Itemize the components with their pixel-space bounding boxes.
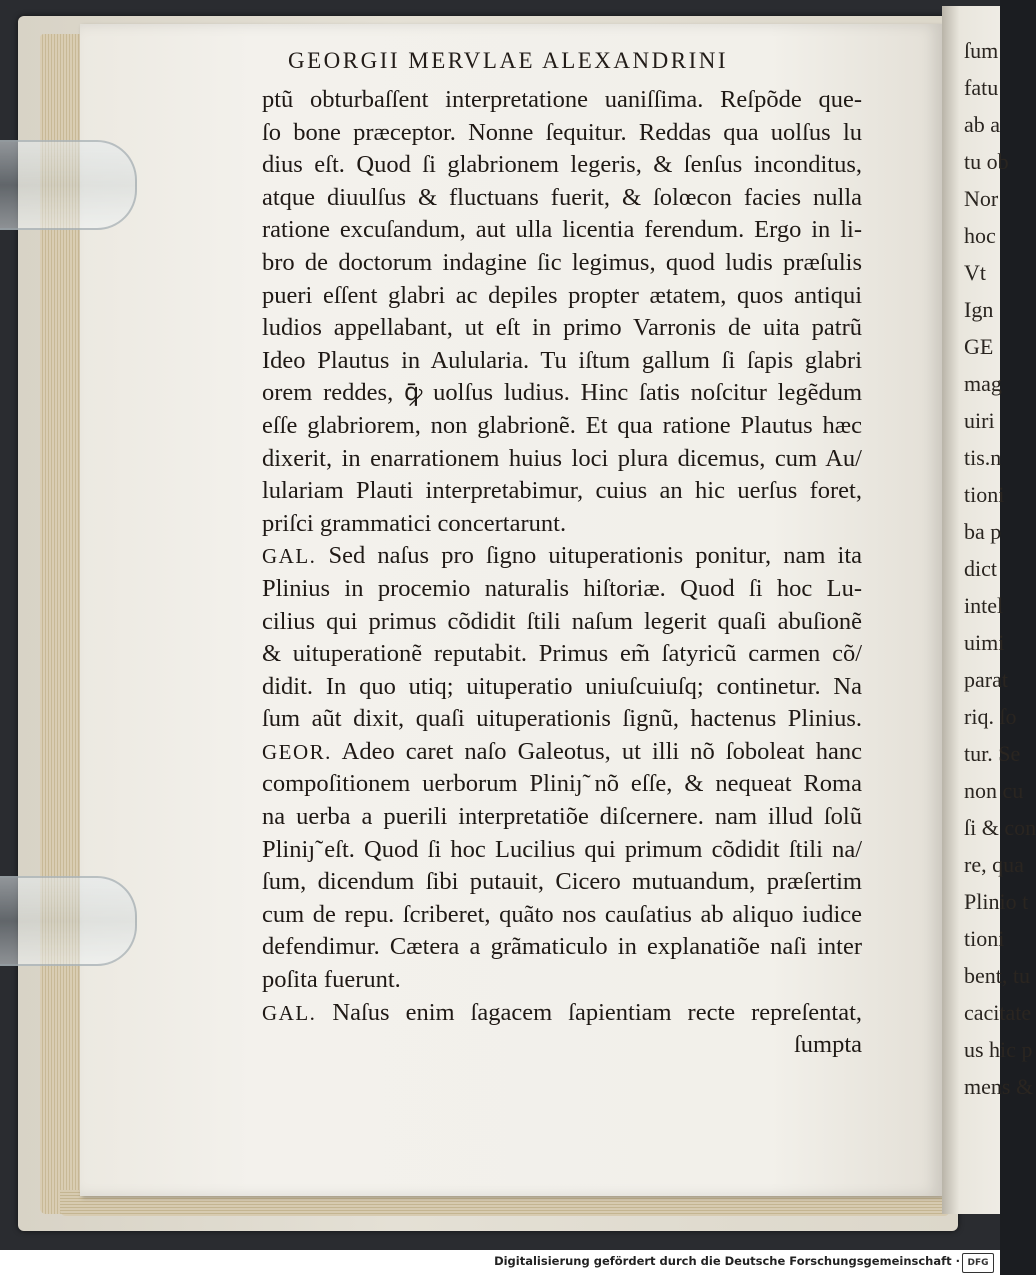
facing-page-fragment: Vt	[964, 260, 986, 285]
text-line: priſci grammatici concertarunt.	[262, 509, 567, 537]
text-line: dius eſt. Quod ſi glabrionem legeris, & ſenſus inconditus,	[262, 151, 862, 179]
page-text	[262, 84, 862, 1062]
speaker-label: GAL.	[262, 1000, 317, 1025]
facing-page-fragment: dict	[964, 556, 997, 581]
facing-page-fragment: uimi	[964, 630, 1005, 655]
facing-page-fragment: mens &	[964, 1074, 1034, 1099]
facing-page-fragment: ſi & con	[964, 815, 1036, 840]
facing-page-fragment: tioni	[964, 482, 1005, 507]
facing-page	[942, 6, 1036, 1214]
text-line: orem reddes, ꝙ̄ uolſus ludius. Hinc ſatis noſcitur legẽdum	[262, 379, 862, 407]
text-line: cum de repu. ſcriberet, quãto nos cauſatius ab aliquo iudice	[262, 900, 862, 928]
catchword: ſumpta	[793, 1031, 862, 1059]
running-head: GEORGII MERVLAE ALEXANDRINI	[288, 48, 729, 73]
facing-page-fragment: bent, tu	[964, 963, 1030, 988]
text-line: didit. In quo utiq; uituperatio uniuſcuiuſq; continetur. Na	[262, 672, 862, 700]
dfg-logo: DFG	[962, 1253, 994, 1273]
text-line: ratione excuſandum, aut ulla licentia ferendum. Ergo in li-	[262, 216, 862, 244]
speaker-label: GEOR.	[262, 739, 332, 764]
facing-page-fragment: intel	[964, 593, 1004, 618]
text-line-content: Adeo caret naſo Galeotus, ut illi nõ ſoboleat hanc	[341, 737, 862, 765]
text-line: defendimur. Cætera a grãmaticulo in explanatiõe naſi inter	[262, 933, 862, 961]
text-line: & uituperationẽ reputabit. Primus em̃ ſatyricũ carmen cõ/	[262, 640, 862, 668]
footer-bar	[0, 1250, 1000, 1275]
facing-page-fragment: re, qua	[964, 852, 1024, 877]
text-line: lulariam Plauti interpretabimur, cuius an hic uerſus foret,	[262, 477, 862, 505]
page-clip-bottom	[0, 876, 137, 966]
facing-page-fragment: riq. ſo	[964, 704, 1017, 729]
facing-page-fragment: tis.n	[964, 445, 1002, 470]
text-line: ſum, dicendum ſibi putauit, Cicero mutuandum, præſertim	[262, 868, 862, 896]
facing-page-fragment: ſum	[964, 38, 999, 63]
funding-credit: Digitalisierung gefördert durch die Deutsche Forschungsgemeinschaft ·	[494, 1254, 960, 1268]
facing-page-fragment: ab a	[964, 112, 1001, 137]
text-line: cilius qui primus cõdidit ſtili naſum legerit quaſi abuſionẽ	[262, 607, 862, 635]
facing-page-fragment: uiri	[964, 408, 995, 433]
text-line: ſum aũt dixit, quaſi uituperationis ſignũ, hactenus Plinius.	[262, 705, 862, 733]
facing-page-fragment: us hic p	[964, 1037, 1033, 1062]
text-line: ptũ obturbaſſent interpretatione uaniſſima. Reſpõde que-	[262, 86, 862, 113]
text-line	[262, 736, 862, 769]
speaker-label: GAL.	[262, 544, 317, 569]
text-line: compoſitionem uerborum Pliniȷ̃ nõ eſſe, & nequeat Roma	[262, 770, 862, 798]
text-line: na uerba a puerili interpretatiõe diſcernere. nam illud ſolũ	[262, 803, 862, 831]
text-line: ſo bone præceptor. Nonne ſequitur. Reddas qua uolſus lu	[262, 118, 862, 146]
facing-page-fragment: Ign	[964, 297, 994, 322]
facing-page-fragment: non cu	[964, 778, 1024, 803]
facing-page-fragment: Nor	[964, 186, 999, 211]
text-line: Pliniȷ̃ eſt. Quod ſi hoc Lucilius qui primum cõdidit ſtili na/	[262, 835, 862, 863]
facing-page-fragment: fatu	[964, 75, 999, 100]
text-line: atque diuulſus & fluctuans fuerit, & ſolœcon facies nulla	[262, 183, 862, 211]
text-line: bro de doctorum indagine ſic legimus, quod ludis præſulis	[262, 248, 862, 276]
facing-page-fragment: tioni	[964, 926, 1005, 951]
facing-page-fragment: cacitate	[964, 1000, 1032, 1025]
text-line: dixerit, in enarrationem huius loci plura dicemus, cum Au/	[262, 444, 862, 472]
facing-page-fragment: Plinio t	[964, 889, 1029, 914]
text-line: Ideo Plautus in Aulularia. Tu iſtum gallum ſi ſapis glabri	[262, 346, 862, 374]
facing-page-fragment: tur. Se	[964, 741, 1021, 766]
facing-page-fragment: mag	[964, 371, 1002, 396]
facing-page-fragment: ba p	[964, 519, 1002, 544]
text-line: Plinius in procemio naturalis hiſtoriæ. Quod ſi hoc Lu-	[262, 574, 862, 602]
text-line-content: Naſus enim ſagacem ſapientiam recte repreſentat,	[332, 998, 862, 1026]
page-clip-top	[0, 140, 137, 230]
text-line	[262, 540, 862, 573]
text-line: ludios appellabant, ut eſt in primo Varronis de uita patrũ	[262, 314, 862, 342]
facing-page-fragment: tu ob	[964, 149, 1009, 174]
facing-page-fragment: hoc	[964, 223, 996, 248]
text-line-content: Sed naſus pro ſigno uituperationis ponitur, nam ita	[328, 542, 863, 570]
text-line: poſita fuerunt.	[262, 966, 401, 994]
facing-page-fragment: GE	[964, 334, 994, 359]
text-line: pueri eſſent glabri ac depiles propter ætatem, quos antiqui	[262, 281, 862, 309]
facing-page-fragment: parat	[964, 667, 1008, 692]
text-line	[262, 997, 862, 1030]
text-line: eſſe glabriorem, non glabrionẽ. Et qua ratione Plautus hæc	[262, 411, 862, 439]
